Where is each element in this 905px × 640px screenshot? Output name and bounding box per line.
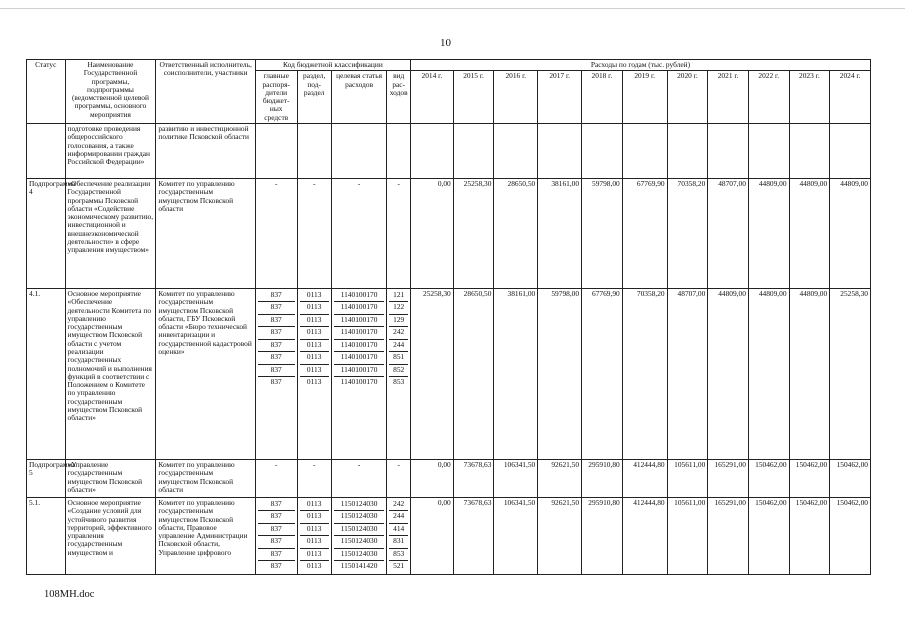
csr-code: 1140100170 xyxy=(334,327,385,340)
cell-value: 150462,00 xyxy=(789,497,830,574)
grbs-code: 837 xyxy=(258,315,295,328)
cell-value: 92621,50 xyxy=(538,497,582,574)
cell-value: 48707,00 xyxy=(667,288,708,459)
cell-value: 150462,00 xyxy=(748,459,789,497)
csr-code: 1140100170 xyxy=(334,315,385,328)
cell-rz: - xyxy=(297,459,331,497)
col-grbs-header: главные распоря-дители бюджет-ных средств xyxy=(255,71,297,124)
grbs-code: 837 xyxy=(258,327,295,340)
year-header: 2016 г. xyxy=(494,71,538,124)
rz-code: 0113 xyxy=(300,524,329,537)
vr-code: 122 xyxy=(389,302,408,315)
cell-name: «Управление государственным имуществом Псковской области» xyxy=(65,459,156,497)
cell-csr: - xyxy=(331,178,387,288)
cell-value: 25258,30 xyxy=(830,288,871,459)
cell-value: 92621,50 xyxy=(538,459,582,497)
year-header: 2024 г. xyxy=(830,71,871,124)
cell-vr: - xyxy=(387,178,411,288)
vr-code: 521 xyxy=(393,561,405,571)
cell-value: 67769,90 xyxy=(582,288,623,459)
vr-code: 851 xyxy=(389,352,408,365)
cell-value: 28650,50 xyxy=(453,288,494,459)
cell-grbs: - xyxy=(255,178,297,288)
vr-code: 414 xyxy=(389,524,408,537)
cell-value: 105611,00 xyxy=(667,459,708,497)
cell-value: 106341,50 xyxy=(494,497,538,574)
year-header: 2023 г. xyxy=(789,71,830,124)
cell-value: 150462,00 xyxy=(789,459,830,497)
cell-csr-list xyxy=(331,288,387,459)
csr-code: 1140100170 xyxy=(340,377,378,387)
rz-code: 0113 xyxy=(300,290,329,303)
cell-rz-list xyxy=(297,288,331,459)
years-group-header: Расходы по годам (тыс. рублей) xyxy=(410,60,870,71)
cell-value: 0,00 xyxy=(410,497,453,574)
year-header: 2021 г. xyxy=(708,71,749,124)
year-header: 2017 г. xyxy=(538,71,582,124)
cell-value: 150462,00 xyxy=(830,459,871,497)
cell-value: 0,00 xyxy=(410,459,453,497)
cell-status: Подпрограмма 4 xyxy=(27,178,66,288)
cell-csr-list xyxy=(331,497,387,574)
cell-value: 25258,30 xyxy=(410,288,453,459)
cell-responsible: Комитет по управлению государственным имуществом Псковской области xyxy=(156,178,255,288)
cell-value: 38161,00 xyxy=(538,178,582,288)
cell-value: 295910,80 xyxy=(582,497,623,574)
cell-value: 44809,00 xyxy=(748,178,789,288)
cell-value: 70358,20 xyxy=(667,178,708,288)
cell-value: 59798,00 xyxy=(538,288,582,459)
vr-code: 852 xyxy=(389,365,408,378)
cell-status: 5.1. xyxy=(27,497,66,574)
vr-code: 129 xyxy=(389,315,408,328)
cell-value: 44809,00 xyxy=(708,288,749,459)
rz-code: 0113 xyxy=(300,327,329,340)
rz-code: 0113 xyxy=(300,315,329,328)
rz-code: 0113 xyxy=(300,536,329,549)
cell-responsible: Комитет по управлению государственным имуществом Псковской области, Правовое управление Администрации Псковской области, Управление цифрового xyxy=(156,497,255,574)
page-number: 10 xyxy=(440,37,451,49)
csr-code: 1150124030 xyxy=(334,536,385,549)
cell-value: 25258,30 xyxy=(453,178,494,288)
cell-value: 67769,90 xyxy=(622,178,667,288)
budget-table xyxy=(26,59,871,575)
grbs-code: 837 xyxy=(258,365,295,378)
cell-value: 412444,80 xyxy=(622,459,667,497)
grbs-code: 837 xyxy=(258,499,295,512)
csr-code: 1150124030 xyxy=(334,549,385,562)
grbs-code: 837 xyxy=(258,302,295,315)
year-header: 2018 г. xyxy=(582,71,623,124)
cell-name: Основное мероприятие «Обеспечение деятельности Комитета по управлению государственным имуществом Псковской области с учетом реализации государственных полномочий и выполнения функций в соответствии с Положением о Комитете по управлению государственным имуществом Псковской области» xyxy=(65,288,156,459)
cell-value: 105611,00 xyxy=(667,497,708,574)
cell-value: 150462,00 xyxy=(830,497,871,574)
cell-responsible: Комитет по управлению государственным имуществом Псковской области, ГБУ Псковской области «Бюро технической инвентаризации и государственной кадастровой оценки» xyxy=(156,288,255,459)
cell-value: 59798,00 xyxy=(582,178,623,288)
scan-edge-line xyxy=(0,8,905,9)
grbs-code: 837 xyxy=(258,524,295,537)
csr-code: 1140100170 xyxy=(334,302,385,315)
csr-code: 1150124030 xyxy=(334,499,385,512)
footer-filename: 108MH.doc xyxy=(44,589,95,600)
cell-status: Подпрограмма 5 xyxy=(27,459,66,497)
kbk-group-header: Код бюджетной классификации xyxy=(255,60,410,71)
grbs-code: 837 xyxy=(258,549,295,562)
year-header: 2022 г. xyxy=(748,71,789,124)
grbs-code: 837 xyxy=(270,561,282,571)
cell-value: 165291,00 xyxy=(708,459,749,497)
year-header: 2019 г. xyxy=(622,71,667,124)
vr-code: 244 xyxy=(389,511,408,524)
rz-code: 0113 xyxy=(300,549,329,562)
col-csr-header: целевая статья расходов xyxy=(331,71,387,124)
cell-responsible: Комитет по управлению государственным имуществом Псковской области xyxy=(156,459,255,497)
csr-code: 1150124030 xyxy=(334,511,385,524)
cell-value: 44809,00 xyxy=(789,178,830,288)
vr-code: 121 xyxy=(389,290,408,303)
cell-value: 412444,80 xyxy=(622,497,667,574)
csr-code: 1140100170 xyxy=(334,365,385,378)
cell-responsible: развитию и инвестиционной политике Псковской области xyxy=(156,123,255,178)
csr-code: 1140100170 xyxy=(334,290,385,303)
cell-value: 0,00 xyxy=(410,178,453,288)
table-row-subprogram-5 xyxy=(27,459,871,497)
cell-value: 150462,00 xyxy=(748,497,789,574)
rz-code: 0113 xyxy=(300,352,329,365)
vr-code: 853 xyxy=(393,377,405,387)
year-header: 2020 г. xyxy=(667,71,708,124)
col-name-header: Наименование Государственной программы, подпрограммы (ведомственной целевой программы, основного мероприятия xyxy=(65,60,156,124)
csr-code: 1140100170 xyxy=(334,340,385,353)
col-vr-header: вид рас-ходов xyxy=(387,71,411,124)
rz-code: 0113 xyxy=(300,302,329,315)
table-row-continuation xyxy=(27,123,871,178)
vr-code: 242 xyxy=(389,327,408,340)
csr-code: 1140100170 xyxy=(334,352,385,365)
csr-code: 1150124030 xyxy=(334,524,385,537)
cell-value: 165291,00 xyxy=(708,497,749,574)
rz-code: 0113 xyxy=(306,561,322,571)
cell-vr: - xyxy=(387,459,411,497)
vr-code: 831 xyxy=(389,536,408,549)
cell-grbs-list xyxy=(255,288,297,459)
col-status-header: Статус xyxy=(27,60,66,124)
cell-status: 4.1. xyxy=(27,288,66,459)
cell-value: 295910,80 xyxy=(582,459,623,497)
cell-grbs: - xyxy=(255,459,297,497)
table-row-subprogram-4 xyxy=(27,178,871,288)
cell-value: 44809,00 xyxy=(748,288,789,459)
cell-value: 38161,00 xyxy=(494,288,538,459)
col-rz-header: раздел, под-раздел xyxy=(297,71,331,124)
vr-code: 853 xyxy=(389,549,408,562)
grbs-code: 837 xyxy=(270,377,282,387)
cell-vr-list xyxy=(387,497,411,574)
rz-code: 0113 xyxy=(300,365,329,378)
header-row-1 xyxy=(27,60,871,71)
cell-value: 70358,20 xyxy=(622,288,667,459)
cell-status xyxy=(27,123,66,178)
table-row-4-1 xyxy=(27,288,871,459)
grbs-code: 837 xyxy=(258,352,295,365)
cell-value: 44809,00 xyxy=(830,178,871,288)
rz-code: 0113 xyxy=(306,377,322,387)
cell-name: «Обеспечение реализации Государственной программы Псковской области «Содействие экономическому развитию, инвестиционной и внешнеэкономической деятельности» в сфере управления имуществом» xyxy=(65,178,156,288)
cell-value: 44809,00 xyxy=(789,288,830,459)
cell-value: 48707,00 xyxy=(708,178,749,288)
csr-code: 1150141420 xyxy=(340,561,378,571)
cell-value: 28650,50 xyxy=(494,178,538,288)
cell-rz: - xyxy=(297,178,331,288)
cell-vr-list xyxy=(387,288,411,459)
table-row-5-1 xyxy=(27,497,871,574)
year-header: 2015 г. xyxy=(453,71,494,124)
col-responsible-header: Ответственный исполнитель, соисполнители, участники xyxy=(156,60,255,124)
grbs-code: 837 xyxy=(258,340,295,353)
rz-code: 0113 xyxy=(300,511,329,524)
grbs-code: 837 xyxy=(258,511,295,524)
cell-value: 73678,63 xyxy=(453,497,494,574)
cell-name: Основное мероприятие «Создание условий для устойчивого развития территорий, эффективного управления государственным имуществом и xyxy=(65,497,156,574)
cell-name: подготовке проведения общероссийского голосования, а также информировании граждан Российской Федерации» xyxy=(65,123,156,178)
year-header: 2014 г. xyxy=(410,71,453,124)
cell-rz-list xyxy=(297,497,331,574)
cell-grbs-list xyxy=(255,497,297,574)
cell-value: 106341,50 xyxy=(494,459,538,497)
vr-code: 244 xyxy=(389,340,408,353)
vr-code: 242 xyxy=(389,499,408,512)
rz-code: 0113 xyxy=(300,340,329,353)
cell-csr: - xyxy=(331,459,387,497)
cell-value: 73678,63 xyxy=(453,459,494,497)
rz-code: 0113 xyxy=(300,499,329,512)
grbs-code: 837 xyxy=(258,536,295,549)
grbs-code: 837 xyxy=(258,290,295,303)
